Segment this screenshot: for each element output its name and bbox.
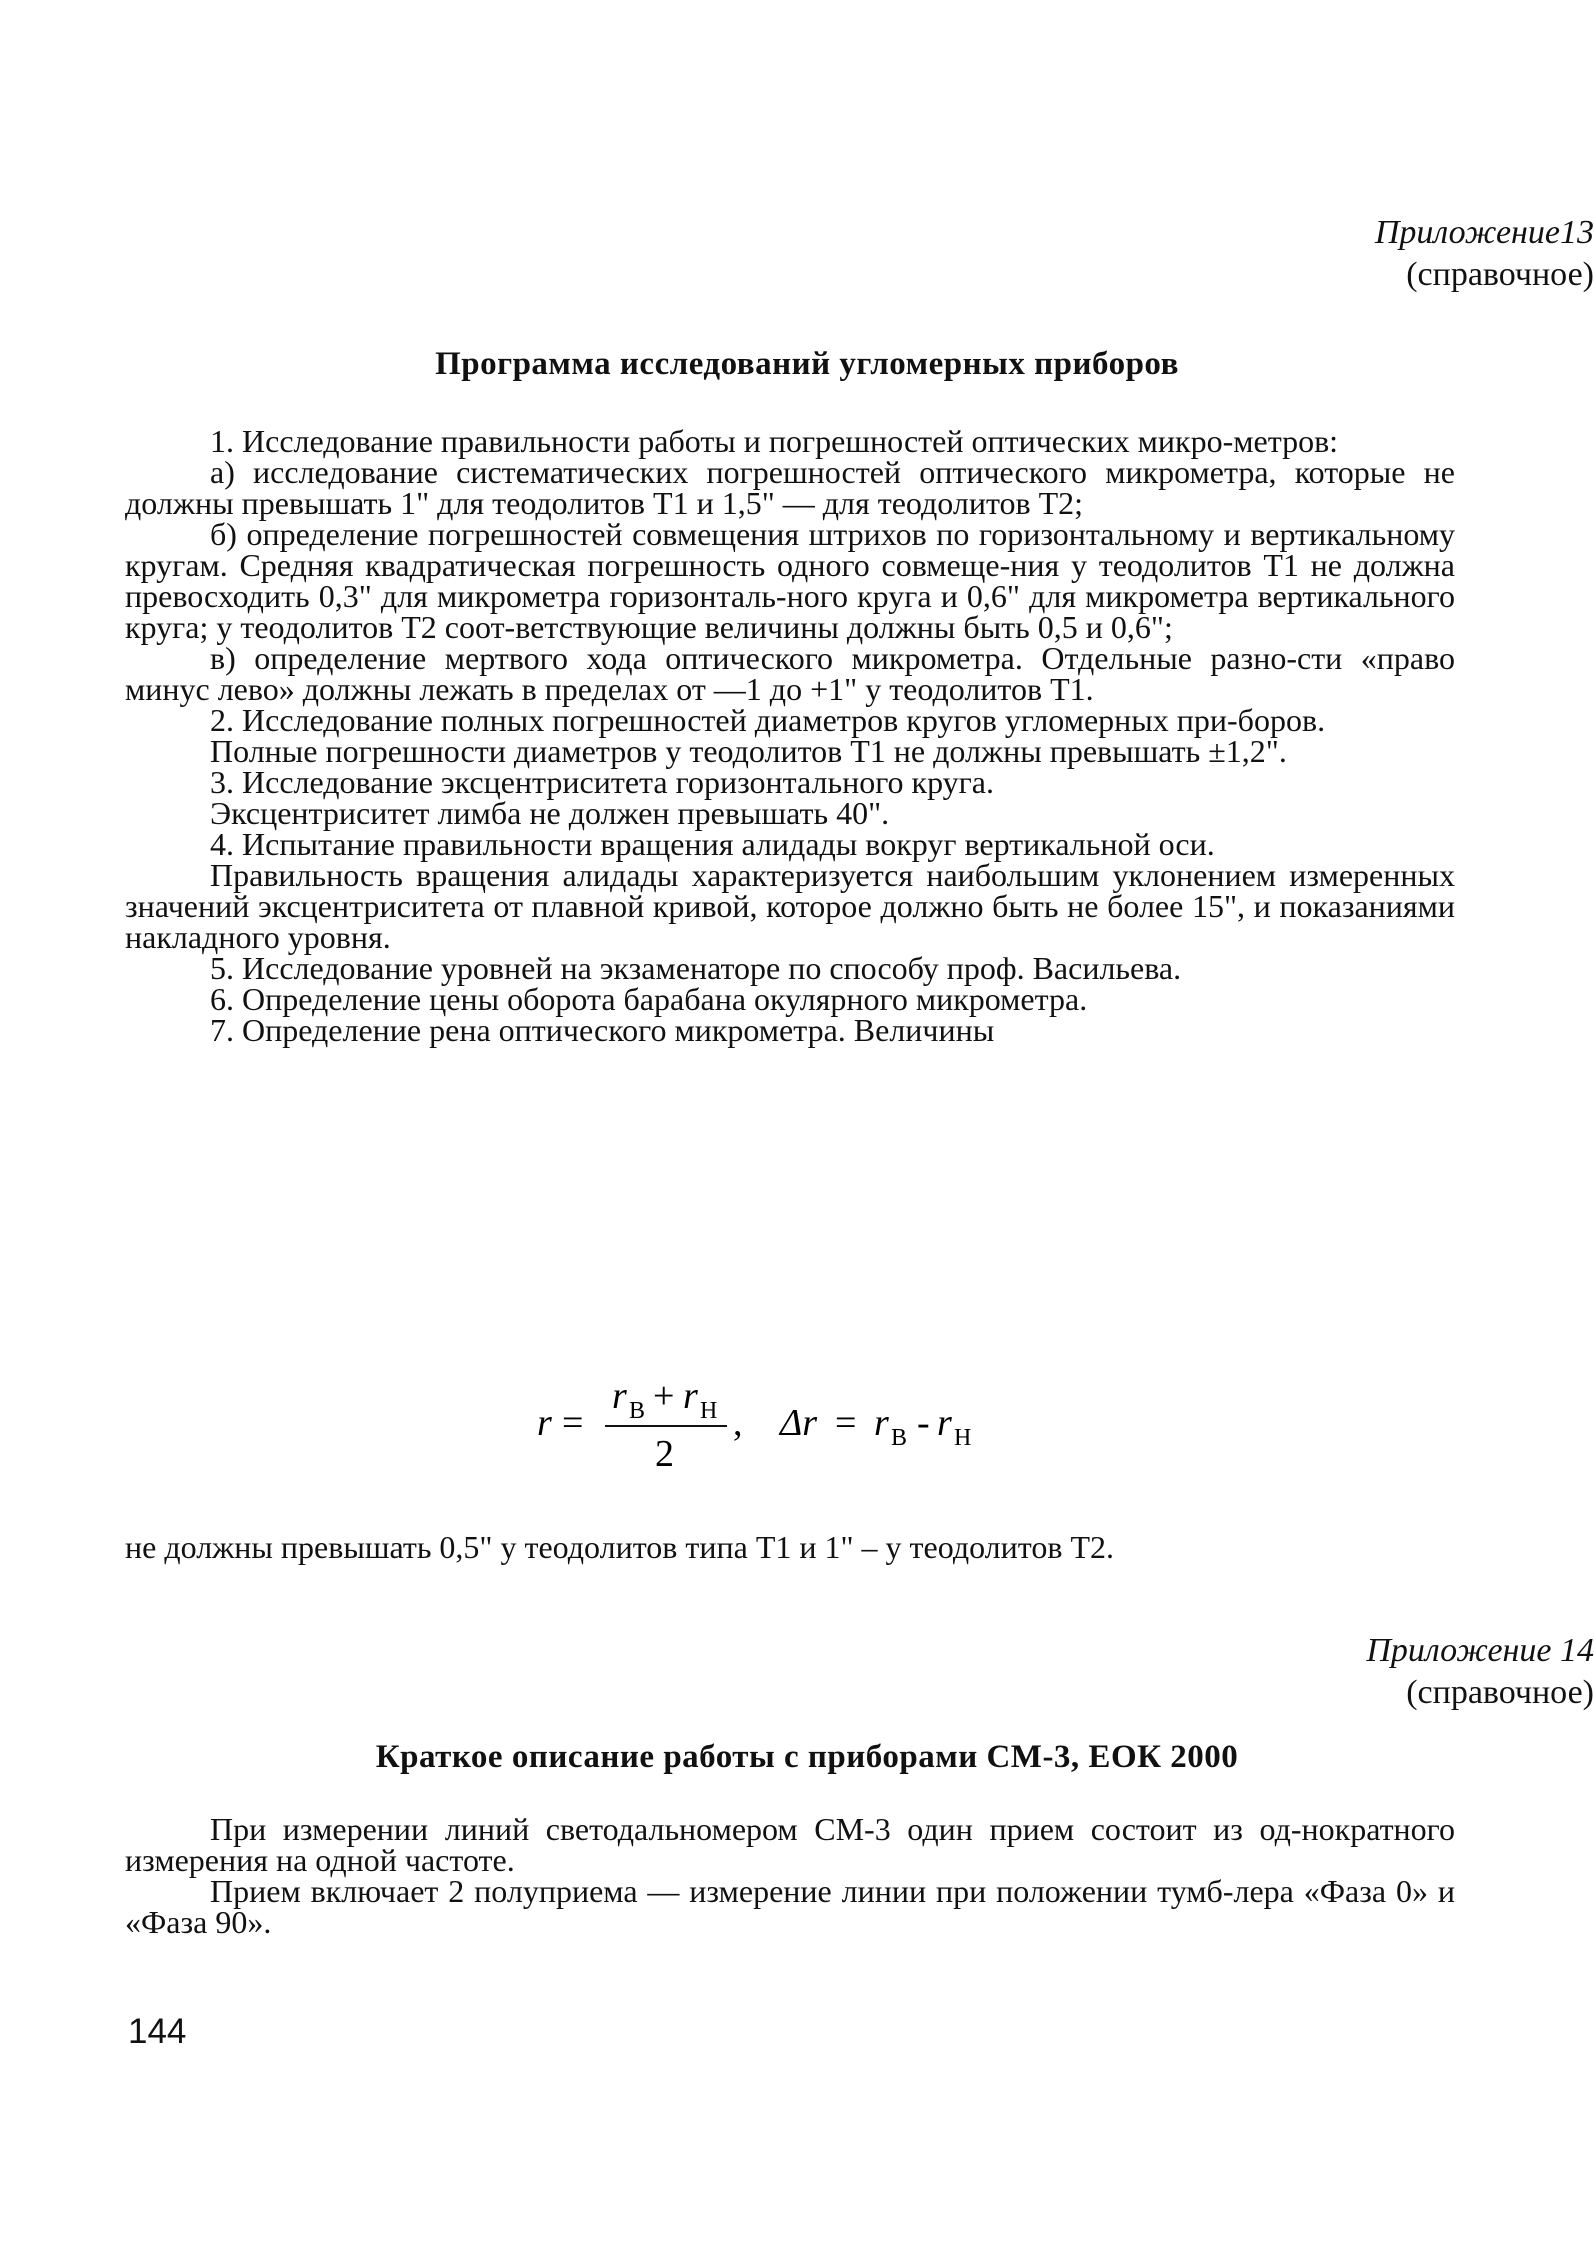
formula-comma: ,	[733, 1402, 743, 1444]
formula-r2: r	[937, 1402, 952, 1444]
formula-plus: +	[653, 1375, 675, 1417]
paragraph: не должны превышать 0,5" у теодолитов типа Т1 и 1" – у теодолитов Т2.	[125, 1529, 1114, 1565]
after-formula-text	[125, 1529, 1455, 1565]
appendix-13-label: Приложение13	[1374, 214, 1594, 251]
paragraph: 5. Исследование уровней на экзаменаторе по способу проф. Васильева.	[210, 950, 1182, 986]
page-number: 144	[128, 2012, 187, 2051]
paragraph: в) определение мертвого хода оптического микрометра. Отдельные разно-сти «право минус лево» должны лежать в пределах от —1 до +1" у теодолитов Т1.	[125, 640, 1455, 707]
paragraph: 2. Исследование полных погрешностей диаметров кругов угломерных при-боров.	[210, 702, 1326, 738]
paragraph: 1. Исследование правильности работы и погрешностей оптических микро-метров:	[210, 423, 1339, 459]
section-2-body	[125, 1811, 1455, 1940]
formula-num-b: r	[683, 1375, 698, 1417]
appendix-14-header	[157, 1630, 1594, 1714]
paragraph: 3. Исследование эксцентриситета горизонтального круга.	[210, 764, 994, 800]
section-1-body	[125, 423, 1455, 1048]
paragraph: Прием включает 2 полуприема — измерение линии при положении тумб-лера «Фаза 0» и «Фаза 90».	[125, 1873, 1455, 1940]
formula-eq: =	[562, 1402, 584, 1444]
formula-sub-b: Н	[700, 1398, 718, 1424]
paragraph: Правильность вращения алидады характеризуется наибольшим уклонением измеренных значений эксцентриситета от плавной кривой, которое должно быть не более 15", и показаниями накладного уровня.	[125, 857, 1455, 955]
formula-sub1: В	[891, 1425, 908, 1451]
paragraph: 6. Определение цены оборота барабана окулярного микрометра.	[210, 981, 1088, 1017]
formula	[0, 1360, 1594, 1490]
paragraph: 7. Определение рена оптического микрометра. Величины	[210, 1012, 995, 1048]
formula-den: 2	[655, 1433, 674, 1475]
appendix-14-label: Приложение 14	[1366, 1632, 1594, 1669]
formula-sub2: Н	[954, 1425, 972, 1451]
formula-sub-a: В	[629, 1398, 646, 1424]
paragraph: а) исследование систематических погрешностей оптического микрометра, которые не должны превышать 1" для теодолитов Т1 и 1,5" — для теодолитов Т2;	[125, 454, 1455, 521]
section-2-title: Краткое описание работы с приборами СМ-3, ЕОК 2000	[375, 1739, 1239, 1775]
formula-minus: -	[917, 1402, 930, 1444]
paragraph: б) определение погрешностей совмещения штрихов по горизонтальному и вертикальному кругам. Средняя квадратическая погрешность одного совмеще-ния у теодолитов Т1 не должна превосходить 0,3" для микрометра горизонталь-ного круга и 0,6" для микрометра вертикального круга; у теодолитов Т2 соот-ветствующие величины должны быть 0,5 и 0,6";	[125, 516, 1455, 645]
paragraph: 4. Испытание правильности вращения алидады вокруг вертикальной оси.	[210, 826, 1215, 862]
paragraph: Эксцентриситет лимба не должен превышать 40".	[210, 795, 890, 831]
paragraph: Полные погрешности диаметров у теодолитов Т1 не должны превышать ±1,2".	[210, 733, 1287, 769]
formula-lhs: r	[537, 1402, 552, 1444]
appendix-13-note: (справочное)	[1406, 256, 1594, 293]
formula-num-a: r	[612, 1375, 627, 1417]
formula-eq2: =	[835, 1402, 857, 1444]
paragraph: При измерении линий светодальномером СМ-3 один прием состоит из од-нократного измерения на одной частоте.	[125, 1811, 1455, 1878]
formula-delta: Δr	[780, 1402, 818, 1444]
appendix-13-header	[188, 212, 1594, 296]
appendix-14-note: (справочное)	[1406, 1674, 1594, 1711]
section-1-title: Программа исследований угломерных приборов	[435, 346, 1179, 382]
formula-r1: r	[874, 1402, 889, 1444]
